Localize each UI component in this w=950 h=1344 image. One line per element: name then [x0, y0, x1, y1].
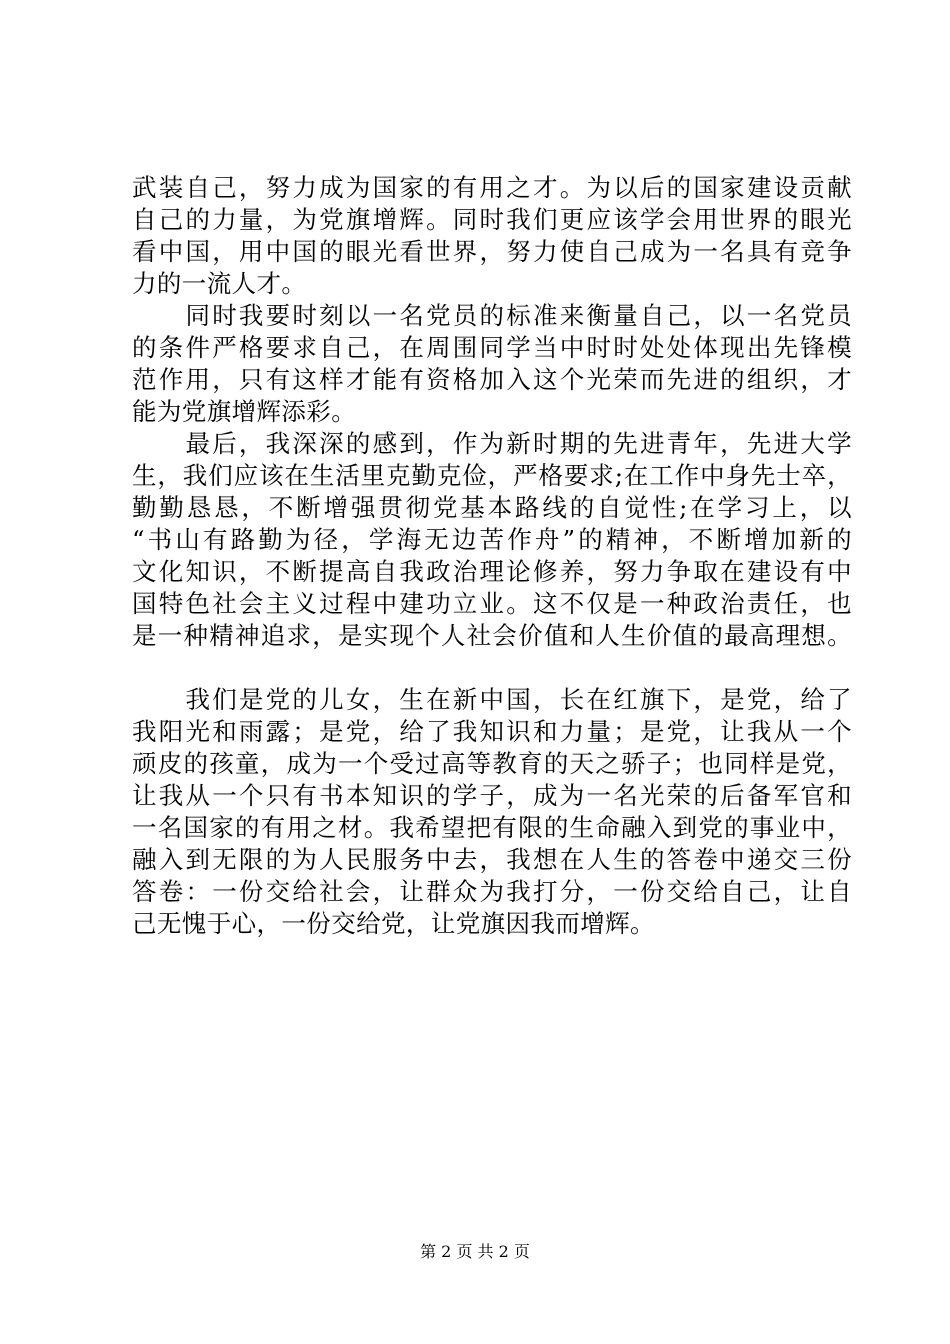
text-line: 生，我们应该在生活里克勤克俭，严格要求;在工作中身先士卒， [132, 461, 852, 490]
text-line: 的条件严格要求自己，在周围同学当中时时处处体现出先锋模 [132, 333, 852, 362]
text-line: 武装自己，努力成为国家的有用之才。为以后的国家建设贡献 [132, 173, 852, 202]
text-line: 让我从一个只有书本知识的学子，成为一名光荣的后备军官和 [132, 781, 852, 810]
paragraph-gap [132, 652, 852, 684]
text-line: 国特色社会主义过程中建功立业。这不仅是一种政治责任，也 [132, 589, 852, 618]
text-line: 同时我要时刻以一名党员的标准来衡量自己，以一名党员 [132, 301, 852, 330]
paragraph-p2 [132, 300, 852, 428]
page-footer: 第 2 页 共 2 页 [420, 1242, 530, 1261]
text-line: “书山有路勤为径，学海无边苦作舟”的精神，不断增加新的 [132, 525, 852, 554]
text-line: 融入到无限的为人民服务中去，我想在人生的答卷中递交三份 [132, 845, 852, 874]
text-line: 一名国家的有用之材。我希望把有限的生命融入到党的事业中， [132, 813, 852, 842]
paragraph-p4 [132, 684, 852, 940]
text-line: 我们是党的儿女，生在新中国，长在红旗下，是党，给了 [132, 685, 852, 714]
text-line: 是一种精神追求，是实现个人社会价值和人生价值的最高理想。 [132, 621, 852, 650]
paragraph-p1 [132, 172, 852, 300]
text-line: 力的一流人才。 [132, 269, 307, 298]
paragraph-p3 [132, 428, 852, 652]
text-line: 我阳光和雨露；是党，给了我知识和力量；是党，让我从一个 [132, 717, 852, 746]
text-line: 能为党旗增辉添彩。 [132, 397, 357, 426]
text-line: 自己的力量，为党旗增辉。同时我们更应该学会用世界的眼光 [132, 205, 852, 234]
text-line: 答卷：一份交给社会，让群众为我打分，一份交给自己，让自 [132, 877, 852, 906]
text-line: 看中国，用中国的眼光看世界，努力使自己成为一名具有竞争 [132, 237, 852, 266]
text-line: 勤勤恳恳，不断增强贯彻党基本路线的自觉性;在学习上，以 [132, 493, 852, 522]
text-line: 己无愧于心，一份交给党，让党旗因我而增辉。 [132, 909, 655, 938]
text-line: 顽皮的孩童，成为一个受过高等教育的天之骄子；也同样是党， [132, 749, 852, 778]
text-line: 范作用，只有这样才能有资格加入这个光荣而先进的组织，才 [132, 365, 852, 394]
text-line: 文化知识，不断提高自我政治理论修养，努力争取在建设有中 [132, 557, 852, 586]
document-body [132, 172, 852, 940]
text-line: 最后，我深深的感到，作为新时期的先进青年，先进大学 [132, 429, 852, 458]
